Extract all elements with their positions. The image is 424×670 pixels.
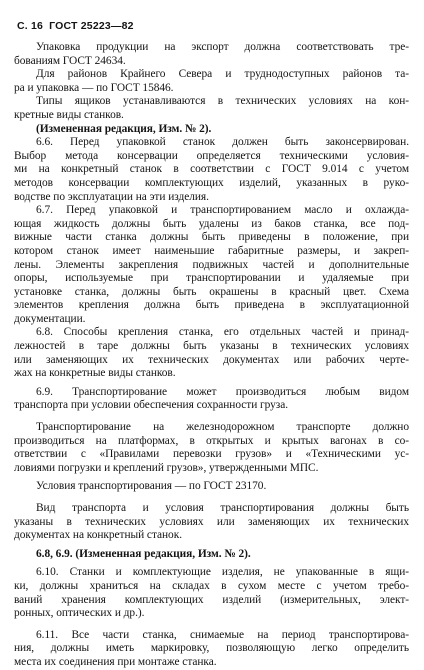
text-line: производиться на платформах, в открытых и крытых вагонах в со- xyxy=(14,434,409,447)
text-line: Для районов Крайнего Севера и труднодоступных районов та- xyxy=(36,68,409,81)
text-line: 6.7. Перед упаковкой и транспортированием масло и охлажда- xyxy=(36,204,409,217)
text-line: ответствии с «Правилами перевозки грузов» и «Техническими ус- xyxy=(14,448,409,461)
text-line: вижные части станка должны быть приведены в положение, при xyxy=(14,231,409,244)
text-line: ра и упаковка — по ГОСТ 15846. xyxy=(14,81,174,94)
text-line: 6.11. Все части станка, снимаемые на период транспортирова- xyxy=(36,628,409,641)
text-line: Транспортирование на железнодорожном транспорте должно xyxy=(36,421,409,434)
text-line: методов консервации комплектующих изделий, указанных в руко- xyxy=(14,176,409,189)
text-line: установке станка, должны быть окрашены в красный цвет. Схема xyxy=(14,285,409,298)
page-header xyxy=(17,20,134,32)
text-line: ки, должны храниться на складах в сухом месте с учетом требо- xyxy=(14,579,409,592)
text-line: или заменяющих их технических документах или рабочих черте- xyxy=(14,353,409,366)
text-line: лежностей в таре должны быть указаны в технических условиях xyxy=(14,340,409,353)
text-line: 6.6. Перед упаковкой станок должен быть законсервирован. xyxy=(36,136,409,149)
text-line: Выбор метода консервации определяется техническими условия- xyxy=(14,149,409,162)
text-line: указаны в технических условиях или заменяющих их технических xyxy=(14,515,409,528)
text-line: 6.9. Транспортирование может производиться любым видом xyxy=(36,385,409,398)
standard-code: ГОСТ 25223—82 xyxy=(49,20,134,32)
text-line: бованиям ГОСТ 24634. xyxy=(14,54,126,67)
text-line: документации. xyxy=(14,312,86,325)
text-line: кретные виды станков. xyxy=(14,108,124,121)
text-line: ния, должны иметь маркировку, позволяющую легко определить xyxy=(14,642,409,655)
text-line: 6.8. Способы крепления станка, его отдельных частей и принад- xyxy=(36,326,409,339)
text-line: Типы ящиков устанавливаются в технических условиях на кон- xyxy=(36,95,409,108)
text-line: ловиями погрузки и креплений грузов», утвержденными МПС. xyxy=(14,461,319,474)
text-line: Вид транспорта и условия транспортирования должны быть xyxy=(36,502,409,514)
page-number: С. 16 xyxy=(17,20,44,32)
text-line: 6.10. Станки и комплектующие изделия, не упакованные в ящи- xyxy=(36,566,409,579)
text-line: водстве по эксплуатации на эти изделия. xyxy=(14,190,209,203)
text-line: жах на конкретные виды станков. xyxy=(14,367,176,380)
text-line: котором станок имеет наименьшие габаритные размеры, и закреп- xyxy=(14,244,409,257)
text-line: опоры, используемые при транспортировании и удаляемые при xyxy=(14,272,409,285)
text-line: Упаковка продукции на экспорт должна соответствовать тре- xyxy=(36,41,409,53)
text-line: документах на конкретный станок. xyxy=(14,529,182,542)
text-line: элементов крепления должна быть приведена в эксплуатационной xyxy=(14,299,409,312)
text-line: ронных, оптических и др.). xyxy=(14,607,145,620)
text-line: лены. Элементы закрепления подвижных частей и дополнительные xyxy=(14,258,409,271)
text-line: Условия транспортирования — по ГОСТ 23170. xyxy=(36,480,267,493)
text-line: ми на конкретный станок в соответствии с ГОСТ 9.014 с учетом xyxy=(14,163,409,176)
text-line: места их соединения при монтаже станка. xyxy=(14,655,217,668)
text-line: ваний хранения комплектующих изделий (измерительных, элект- xyxy=(14,593,409,606)
revision-note: (Измененная редакция, Изм. № 2). xyxy=(36,122,212,135)
text-line: ющая жидкость должны быть удалены из баков станка, все под- xyxy=(14,217,409,230)
revision-note: 6.8, 6.9. (Измененная редакция, Изм. № 2). xyxy=(36,547,251,560)
text-line: транспорта при условии обеспечения сохранности груза. xyxy=(14,399,289,412)
document-body xyxy=(14,41,409,670)
